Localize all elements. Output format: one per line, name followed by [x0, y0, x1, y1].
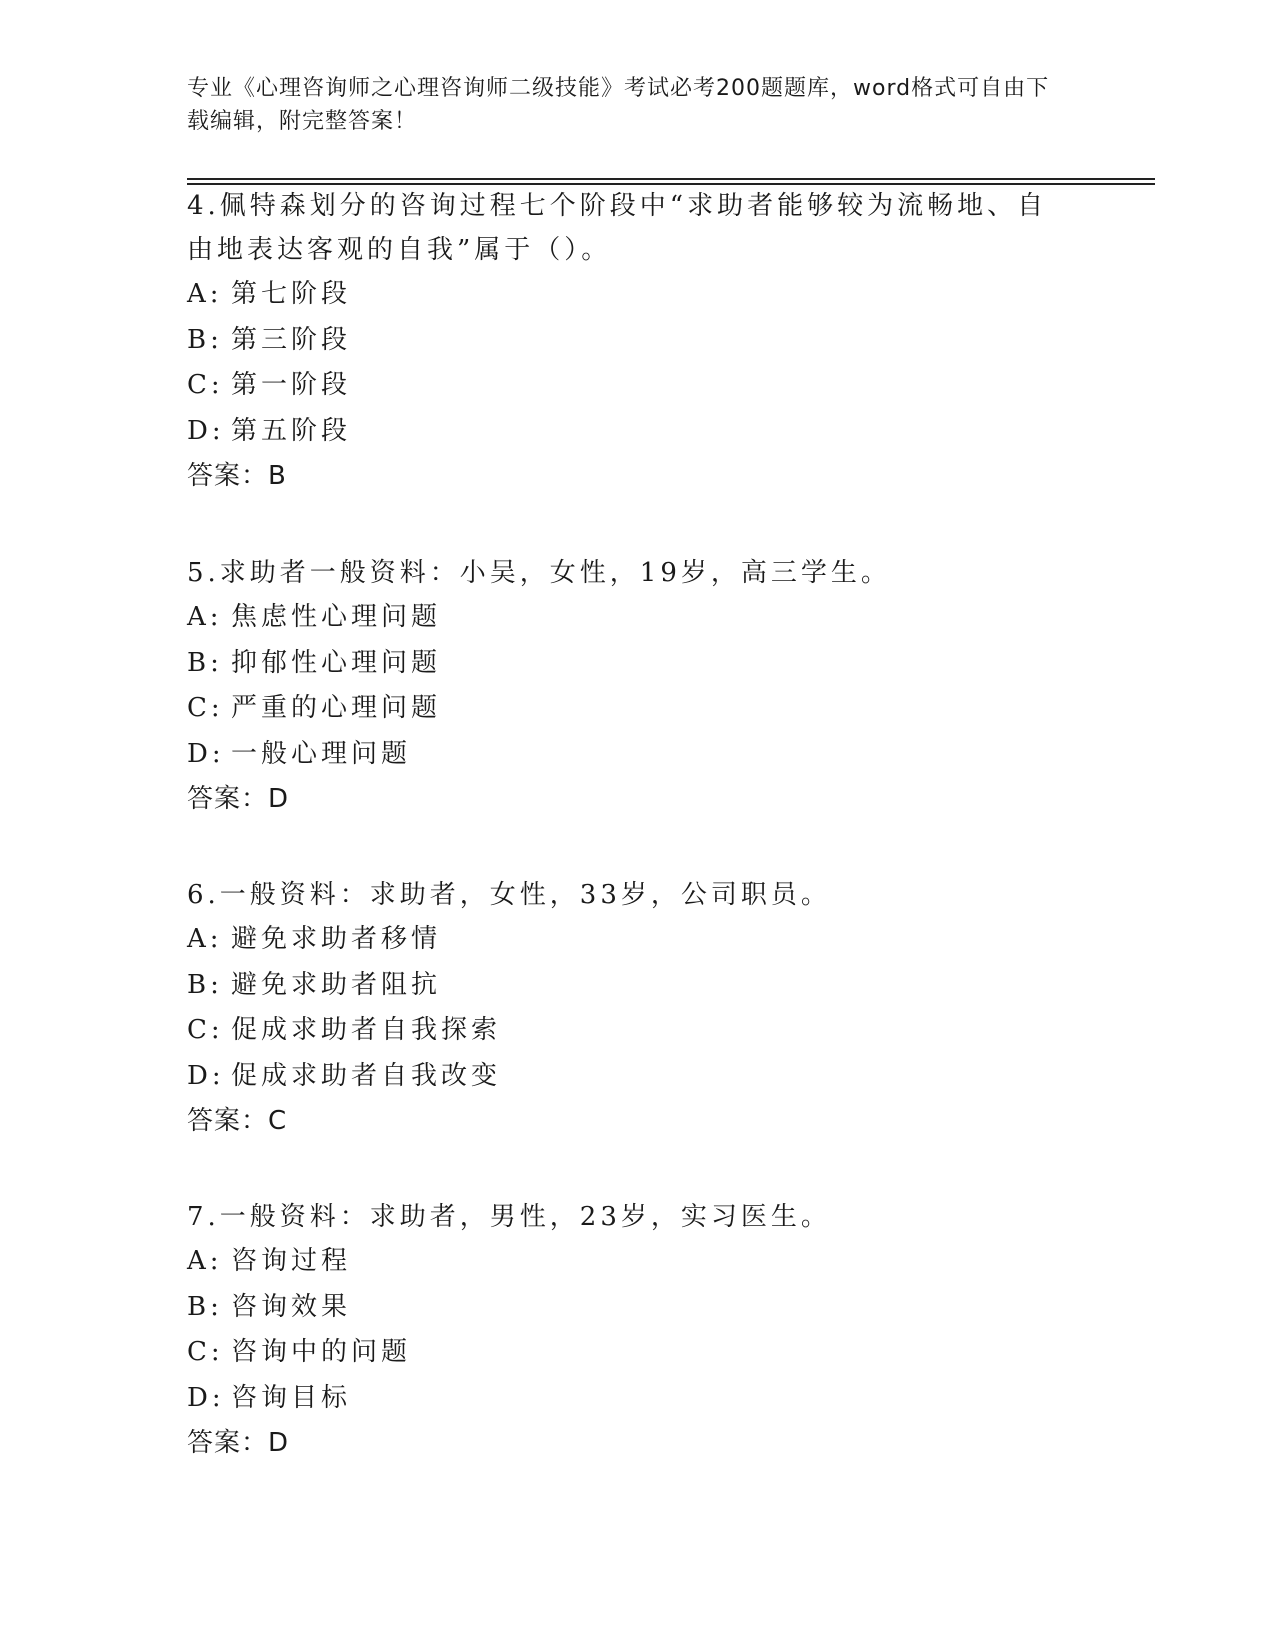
option-text: 咨询目标: [231, 1382, 352, 1413]
option-text: 一般心理问题: [231, 738, 412, 769]
option-a: [187, 272, 1087, 318]
question-4: [187, 184, 1087, 500]
option-text: 促成求助者自我改变: [231, 1060, 502, 1091]
option-b: [187, 963, 1087, 1009]
question-title: 5.求助者一般资料：小吴，女性，19岁，高三学生。: [187, 558, 891, 588]
option-key: D:: [187, 415, 225, 446]
option-text: 抑郁性心理问题: [231, 647, 442, 678]
option-c: [187, 1330, 1087, 1376]
option-text: 咨询过程: [231, 1246, 352, 1276]
option-d: [187, 409, 1087, 455]
option-text: 第三阶段: [231, 324, 352, 355]
option-text: 避免求助者阻抗: [231, 969, 442, 1000]
option-text: 焦虑性心理问题: [231, 602, 442, 632]
option-text: 咨询效果: [231, 1291, 352, 1322]
option-a: [187, 595, 1087, 641]
answer-label: 答案：D: [187, 784, 290, 814]
option-text: 第七阶段: [231, 279, 352, 309]
option-text: 咨询中的问题: [231, 1337, 412, 1367]
question-title: 6.一般资料：求助者，女性，33岁，公司职员。: [187, 880, 831, 910]
option-key: C:: [187, 1015, 224, 1045]
option-d: [187, 732, 1087, 778]
option-key: D:: [187, 738, 225, 769]
question-title: 7.一般资料：求助者，男性，23岁，实习医生。: [187, 1202, 831, 1232]
option-key: A:: [187, 1246, 223, 1276]
option-b: [187, 1285, 1087, 1331]
option-key: C:: [187, 1337, 224, 1367]
option-text: 严重的心理问题: [231, 693, 442, 723]
question-title: 4.佩特森划分的咨询过程七个阶段中“求助者能够较为流畅地、自由地表达客观的自我”属于（）。: [187, 191, 1048, 265]
option-text: 第一阶段: [231, 370, 352, 400]
option-key: D:: [187, 1060, 225, 1091]
option-key: A:: [187, 924, 223, 954]
option-key: C:: [187, 370, 224, 400]
option-key: B:: [187, 324, 223, 355]
option-b: [187, 318, 1087, 364]
answer-label: 答案：C: [187, 1106, 288, 1136]
option-key: B:: [187, 969, 223, 1000]
option-c: [187, 686, 1087, 732]
option-text: 第五阶段: [231, 415, 352, 446]
option-key: B:: [187, 647, 223, 678]
option-key: D:: [187, 1382, 225, 1413]
question-7: [187, 1195, 1087, 1467]
option-d: [187, 1054, 1087, 1100]
option-key: B:: [187, 1291, 223, 1322]
question-5: [187, 551, 1087, 823]
option-b: [187, 641, 1087, 687]
option-c: [187, 363, 1087, 409]
question-6: [187, 873, 1087, 1145]
option-a: [187, 917, 1087, 963]
option-key: A:: [187, 602, 223, 632]
option-c: [187, 1008, 1087, 1054]
option-a: [187, 1239, 1087, 1285]
answer-label: 答案：D: [187, 1428, 290, 1458]
document-header: 专业《心理咨询师之心理咨询师二级技能》考试必考200题题库，word格式可自由下载编辑，附完整答案！: [187, 76, 1050, 134]
header-divider-top: [187, 178, 1155, 180]
option-d: [187, 1376, 1087, 1422]
option-key: A:: [187, 279, 223, 309]
option-text: 避免求助者移情: [231, 924, 442, 954]
option-text: 促成求助者自我探索: [231, 1015, 502, 1045]
answer-label: 答案：B: [187, 461, 287, 491]
option-key: C:: [187, 693, 224, 723]
